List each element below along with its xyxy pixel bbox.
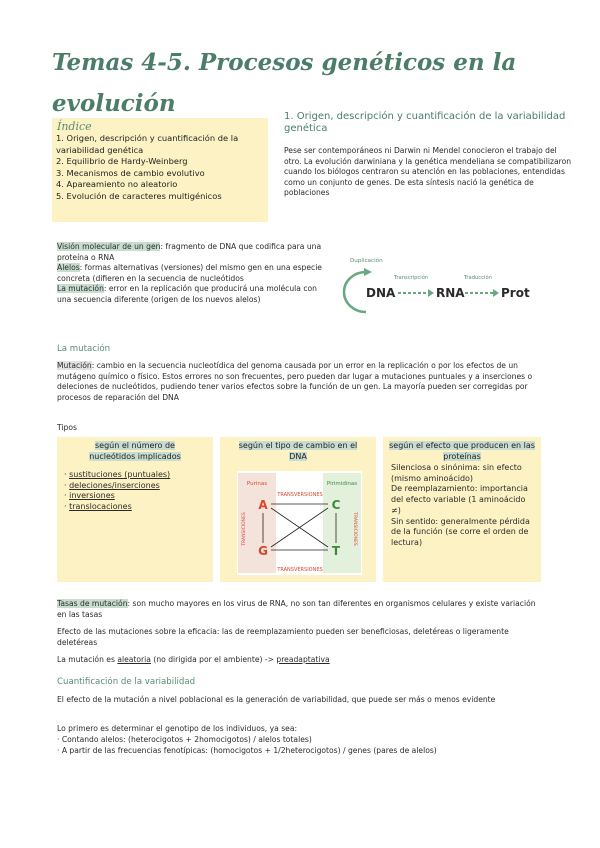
box1-item: · translocaciones — [64, 502, 132, 512]
box3-heading-text: según el efecto que producen en las proteínas — [389, 441, 535, 461]
box1-item: · inversiones — [64, 491, 115, 501]
box3-item: Silenciosa o sinónima: sin efecto (mismo aminoácido) — [391, 463, 522, 483]
term-mutacion-def: Mutación — [57, 361, 92, 370]
aleatoria-paragraph — [57, 655, 547, 666]
index-item: 3. Mecanismos de cambio evolutivo — [56, 167, 205, 178]
index-item: 1. Origen, descripción y cuantificación de la variabilidad genética — [56, 133, 239, 155]
box1-item-text: inversiones — [69, 491, 115, 501]
definitions-block — [57, 242, 329, 306]
box1-item-text: deleciones/inserciones — [69, 480, 160, 490]
transversiones-top-label: TRANSVERSIONES — [277, 492, 323, 498]
subheading-mutacion: La mutación — [57, 344, 111, 354]
index-list — [56, 133, 266, 202]
duplication-loop-arrow — [344, 272, 366, 312]
translation-arrowhead — [493, 289, 499, 297]
translation-label: Traducción — [464, 275, 492, 281]
transiciones-left-label: TRANSICIONES — [242, 512, 247, 546]
mutation-definition — [57, 361, 557, 403]
definition-alelos — [57, 263, 329, 284]
box3-list — [391, 463, 537, 549]
duplication-label: Duplicación — [350, 258, 383, 264]
dna-label: DNA — [366, 286, 396, 300]
aleatoria-term: aleatoria — [117, 655, 151, 664]
transcription-label: Transcripción — [394, 275, 429, 281]
box1-item-text: translocaciones — [69, 502, 132, 512]
term-tasas: Tasas de mutación — [57, 599, 128, 608]
loop-arrowhead — [364, 268, 372, 276]
cuantificacion-b2: · A partir de las frecuencias fenotípicas: (homocigotos + 1/2heterocigotos) / genes (pares de alelos) — [57, 746, 437, 755]
index-box — [52, 118, 268, 222]
definition-mutacion-text: : error en la replicación que producirá una molécula con una secuencia diferente (origen de los nuevos alelos) — [57, 284, 317, 304]
base-g: G — [258, 544, 268, 558]
transversiones-bottom-label: TRANSVERSIONES — [277, 567, 323, 573]
transiciones-right-label: TRANSICIONES — [352, 512, 357, 546]
central-dogma-diagram — [336, 252, 546, 322]
cuantificacion-b1: · Contando alelos: (heterocigotos + 2homocigotos) / alelos totales) — [57, 735, 312, 744]
box1-item: · sustituciones (puntuales) — [64, 470, 171, 479]
section-1-heading: 1. Origen, descripción y cuantificación de la variabilidad genética — [284, 111, 566, 134]
box-dna-change — [220, 437, 376, 582]
box3-item: Sin sentido: generalmente pérdida de la función (se corre el orden de lectura) — [391, 516, 530, 547]
box1-heading — [57, 437, 213, 462]
index-item: 4. Apareamiento no aleatorio — [56, 179, 178, 189]
box1-heading-text: según el número de nucleótidos implicados — [89, 441, 181, 461]
preadaptativa-term: preadaptativa — [276, 655, 330, 664]
purinas-label: Purinas — [246, 481, 268, 487]
term-gen: Visión molecular de un gen — [57, 242, 161, 251]
cuantificacion-p1: El efecto de la mutación a nivel poblacional es la generación de variabilidad, que puede ser más o menos evidente — [57, 695, 496, 704]
transcription-arrowhead — [428, 289, 434, 297]
aleatoria-mid: (no dirigida por el ambiente) -> — [150, 655, 277, 664]
index-item: 5. Evolución de caracteres multigénicos — [56, 190, 222, 201]
index-item: 2. Equilibrio de Hardy-Weinberg — [56, 156, 188, 166]
base-c: C — [331, 498, 341, 512]
section-1-paragraph: Pese ser contemporáneos ni Darwin ni Mendel conocieron el trabajo del otro. La evolución darwiniana y la genética mendeliana se compatibilizaron cuando los biólogos centraron su atención en las poblaciones, entendidas como un conjunto de genes. De esta síntesis nació la genética de poblaciones — [284, 146, 572, 198]
cuantificacion-p2: Lo primero es determinar el genotipo de los individuos, ya sea: — [57, 724, 298, 733]
title-line-1: Temas 4-5. Procesos genéticos en la — [52, 49, 517, 76]
term-alelos: Alelos — [57, 263, 80, 273]
mutation-definition-text: : cambio en la secuencia nucleotídica del genoma causada por un error en la replicación o por los efectos de un mutágeno químico o físico. Estos errores no son frecuentes, pero pueden dar lugar a mutaciones puntuales y a inserciones o deleciones de nucleótidos, pudiendo tener varios efectos sobre la función de un gen. La mayoría pueden ser corregidas por procesos de reparación del DNA — [57, 361, 533, 402]
rna-label: RNA — [436, 286, 465, 300]
box1-list — [64, 470, 209, 513]
tipos-label: Tipos — [57, 423, 77, 432]
tasas-text: : son mucho mayores en los virus de RNA, no son tan diferentes en organismos celulares y existe variación en las tasas — [57, 599, 536, 619]
subheading-cuantificacion: Cuantificación de la variabilidad — [57, 677, 196, 687]
definition-alelos-text: : formas alternativas (versiones) del mismo gen en una especie concreta (difieren en la secuencia de nucleótidos — [57, 263, 322, 283]
definition-gen — [57, 242, 329, 263]
definition-gen-text: : fragmento de DNA que codifica para una proteína o RNA — [57, 242, 322, 262]
prot-label: Prot — [501, 286, 530, 300]
box-protein-effect — [383, 437, 541, 582]
box2-heading-text: según el tipo de cambio en el DNA — [238, 441, 358, 461]
definition-mutacion — [57, 284, 329, 305]
base-a: A — [258, 498, 268, 512]
efecto-paragraph: Efecto de las mutaciones sobre la eficacia: las de reemplazamiento pueden ser beneficiosas, deletéreas o ligeramente deletéreas — [57, 627, 509, 647]
box1-item: · deleciones/inserciones — [64, 480, 160, 490]
box1-item-text: sustituciones (puntuales) — [69, 470, 171, 479]
box-nucleotides — [57, 437, 213, 582]
box2-heading — [220, 437, 376, 462]
index-title: Índice — [57, 120, 92, 133]
pirimidinas-label: Pirimidinas — [326, 481, 358, 487]
term-mutacion: La mutación — [57, 284, 104, 294]
box3-item: De reemplazamiento: importancia del efecto variable (1 aminoácido ≠) — [391, 484, 528, 515]
base-t: T — [331, 544, 341, 558]
transitions-transversions-diagram — [237, 471, 363, 575]
aleatoria-pre: La mutación es — [57, 655, 118, 664]
tasas-paragraph — [57, 599, 547, 620]
title-line-2: evolución — [52, 90, 176, 117]
box3-heading — [383, 437, 541, 462]
